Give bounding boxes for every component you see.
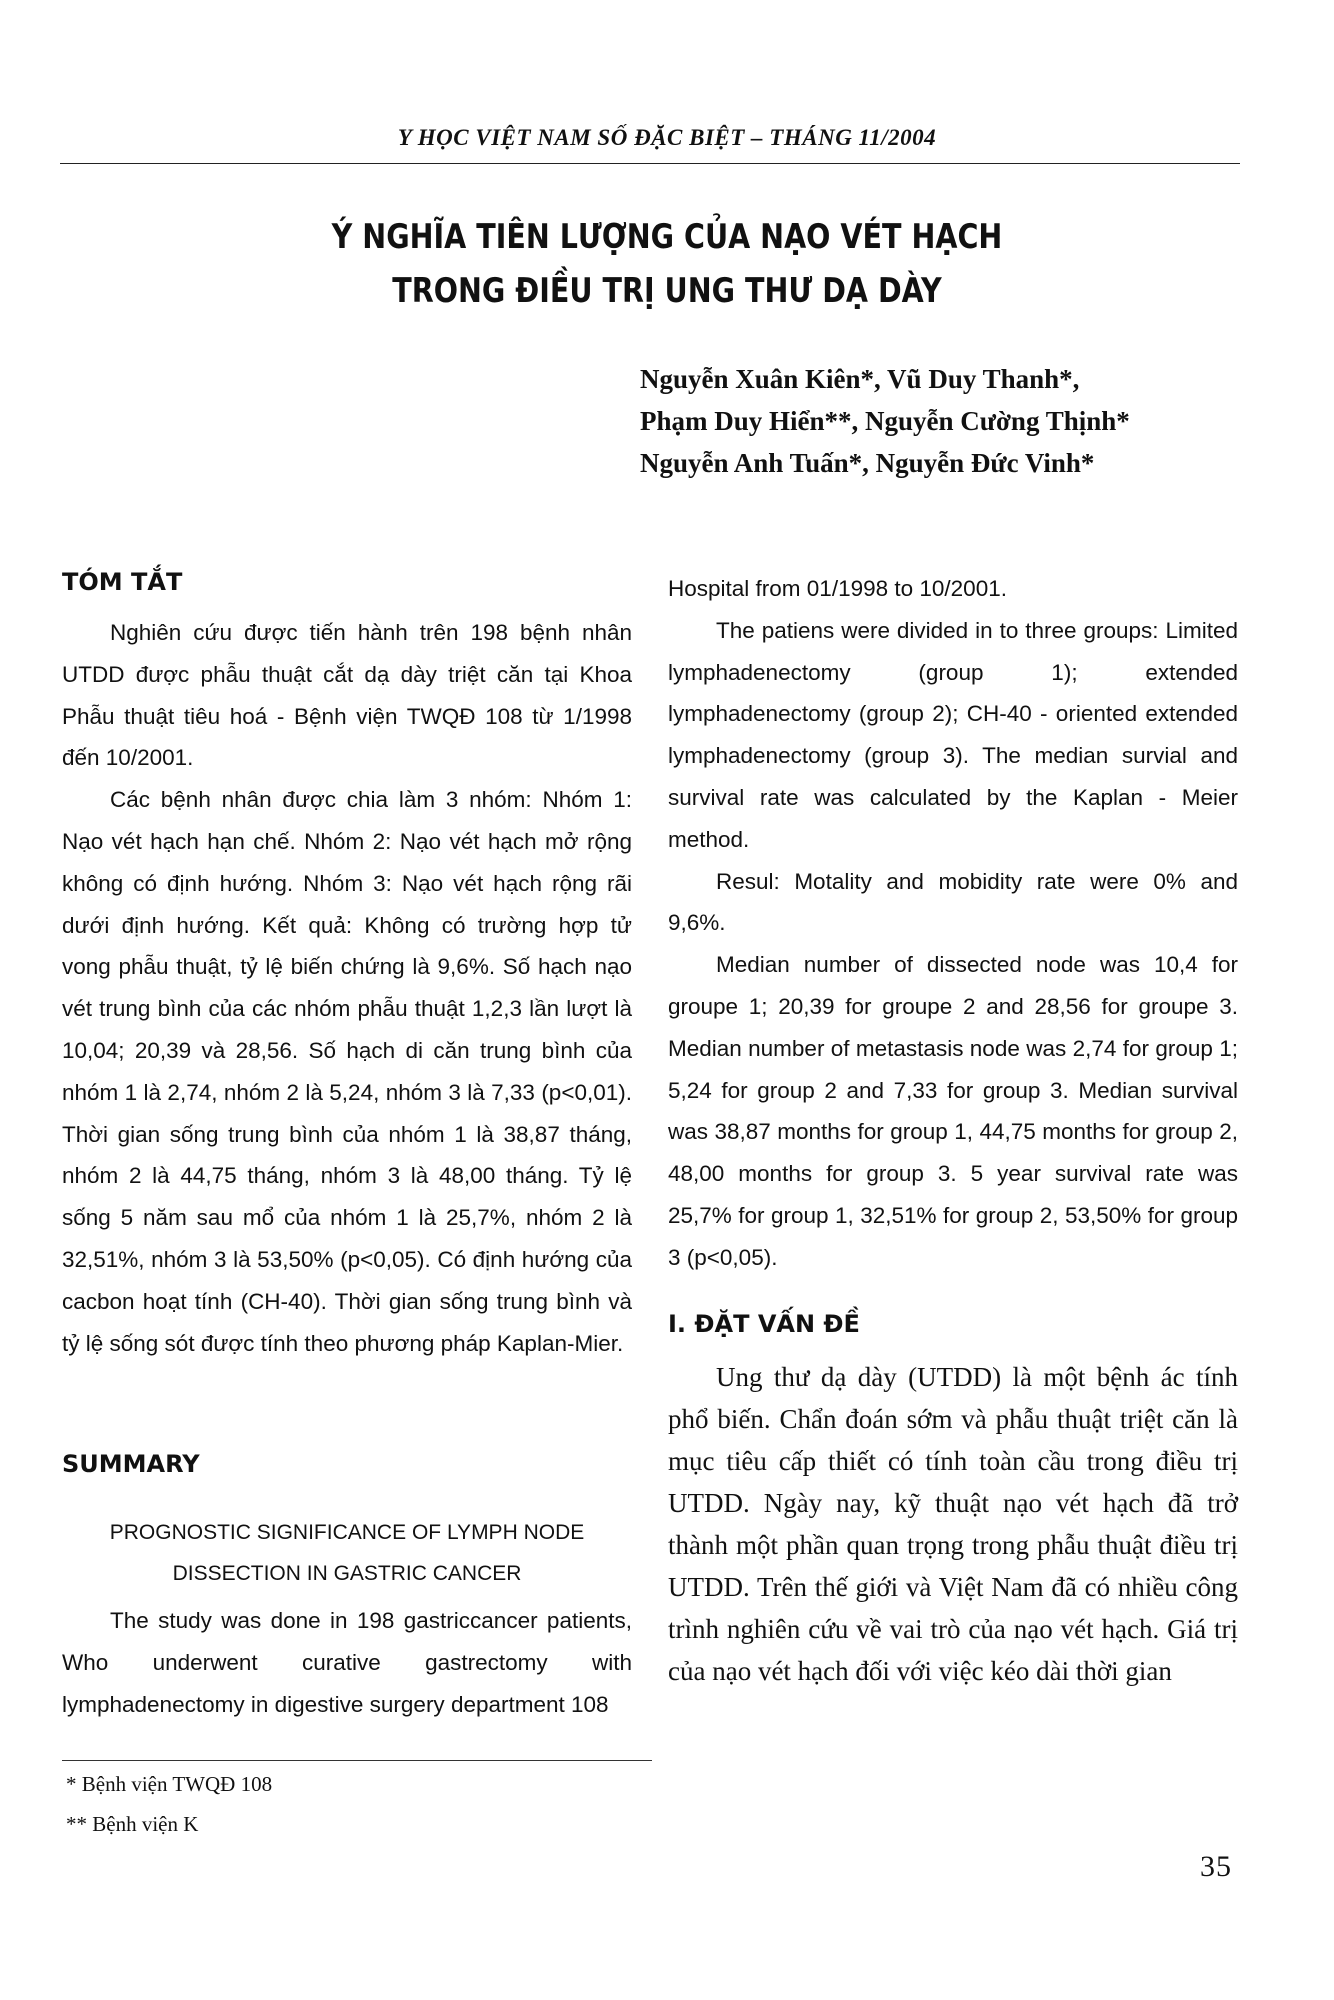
section-1-heading: I. ĐẶT VẤN ĐỀ — [668, 1310, 860, 1338]
summary-paragraph: Resul: Motality and mobidity rate were 0% and 9,6%. — [668, 868, 1238, 936]
page-number: 35 — [1200, 1850, 1232, 1883]
author-line-3: Nguyễn Anh Tuấn*, Nguyễn Đức Vinh* — [640, 448, 1095, 478]
author-line-2: Phạm Duy Hiển**, Nguyễn Cường Thịnh* — [640, 406, 1130, 436]
summary-paragraph: The study was done in 198 gastriccancer patients, Who underwent curative gastrectomy with lymphadenectomy in digestive surgery department 108 — [62, 1608, 632, 1717]
footnote-2: ** Bệnh viện K — [66, 1812, 199, 1836]
summary-right-body — [668, 568, 1238, 1279]
title-line-2: TRONG ĐIỀU TRỊ UNG THƯ DẠ DÀY — [392, 271, 942, 311]
summary-right-first-line: Hospital from 01/1998 to 10/2001. — [668, 576, 1007, 601]
summary-paragraph: Median number of dissected node was 10,4 for groupe 1; 20,39 for groupe 2 and 28,56 for groupe 3. Median number of metastasis node was 2,74 for group 1; 5,24 for group 2 and 7,33 for group 3. Median survival was 38,87 months for group 1, 44,75 months for group 2, 48,00 months for group 3. 5 year survival rate was 25,7% for group 1, 32,51% for group 2, 53,50% for group 3 (p<0,05). — [668, 952, 1238, 1270]
summary-left-body — [62, 1600, 632, 1725]
abstract-vi-paragraph: Các bệnh nhân được chia làm 3 nhóm: Nhóm 1: Nạo vét hạch hạn chế. Nhóm 2: Nạo vét hạch mở rộng không có định hướng. Nhóm 3: Nạo vét hạch rộng rãi dưới định hướng. Kết quả: Không có trường hợp tử vong phẫu thuật, tỷ lệ biến chứng là 9,6%. Số hạch nạo vét trung bình của các nhóm phẫu thuật 1,2,3 lần lượt là 10,04; 20,39 và 28,56. Số hạch di căn trung bình của nhóm 1 là 2,74, nhóm 2 là 5,24, nhóm 3 là 7,33 (p<0,01). Thời gian sống trung bình của nhóm 1 là 38,87 tháng, nhóm 2 là 44,75 tháng, nhóm 3 là 48,00 tháng. Tỷ lệ sống 5 năm sau mổ của nhóm 1 là 25,7%, nhóm 2 là 32,51%, nhóm 3 là 53,50% (p<0,05). Có định hướng của cacbon hoạt tính (CH-40). Thời gian sống trung bình và tỷ lệ sống sót được tính theo phương pháp Kaplan-Mier. — [62, 787, 632, 1356]
summary-paragraph: The patiens were divided in to three groups: Limited lymphadenectomy (group 1); extended lymphadenectomy (group 2); CH-40 - oriented extended lymphadenectomy (group 3). The median survial and survival rate was calculated by the Kaplan - Meier method. — [668, 617, 1238, 852]
abstract-vi-paragraph: Nghiên cứu được tiến hành trên 198 bệnh nhân UTDD được phẫu thuật cắt dạ dày triệt căn tại Khoa Phẫu thuật tiêu hoá - Bệnh viện TWQĐ 108 từ 1/1998 đến 10/2001. — [62, 620, 632, 771]
summary-title-line-2: DISSECTION IN GASTRIC CANCER — [172, 1562, 522, 1585]
abstract-vi-heading: TÓM TẮT — [62, 568, 183, 596]
author-line-1: Nguyễn Xuân Kiên*, Vũ Duy Thanh*, — [640, 364, 1080, 394]
summary-title-line-1: PROGNOSTIC SIGNIFICANCE OF LYMPH NODE — [109, 1521, 585, 1544]
header-rule — [60, 163, 1240, 164]
abstract-vi-body — [62, 612, 632, 1364]
section-1-paragraph: Ung thư dạ dày (UTDD) là một bệnh ác tính phổ biến. Chẩn đoán sớm và phẫu thuật triệt căn là mục tiêu cấp thiết có tính toàn cầu trong điều trị UTDD. Ngày nay, kỹ thuật nạo vét hạch đã trở thành một phần quan trọng trong phẫu thuật điều trị UTDD. Trên thế giới và Việt Nam đã có nhiều công trình nghiên cứu về vai trò của nạo vét hạch. Giá trị của nạo vét hạch đối với việc kéo dài thời gian — [668, 1362, 1238, 1686]
author-list — [640, 358, 1130, 484]
footnote-1: * Bệnh viện TWQĐ 108 — [66, 1772, 273, 1796]
title-line-1: Ý NGHĨA TIÊN LƯỢNG CỦA NẠO VÉT HẠCH — [331, 217, 1003, 257]
journal-header: Y HỌC VIỆT NAM SỐ ĐẶC BIỆT – THÁNG 11/2004 — [397, 125, 937, 150]
footnote-rule — [62, 1760, 652, 1761]
summary-title — [62, 1512, 632, 1594]
article-title — [107, 210, 1228, 318]
summary-heading: SUMMARY — [62, 1450, 200, 1478]
